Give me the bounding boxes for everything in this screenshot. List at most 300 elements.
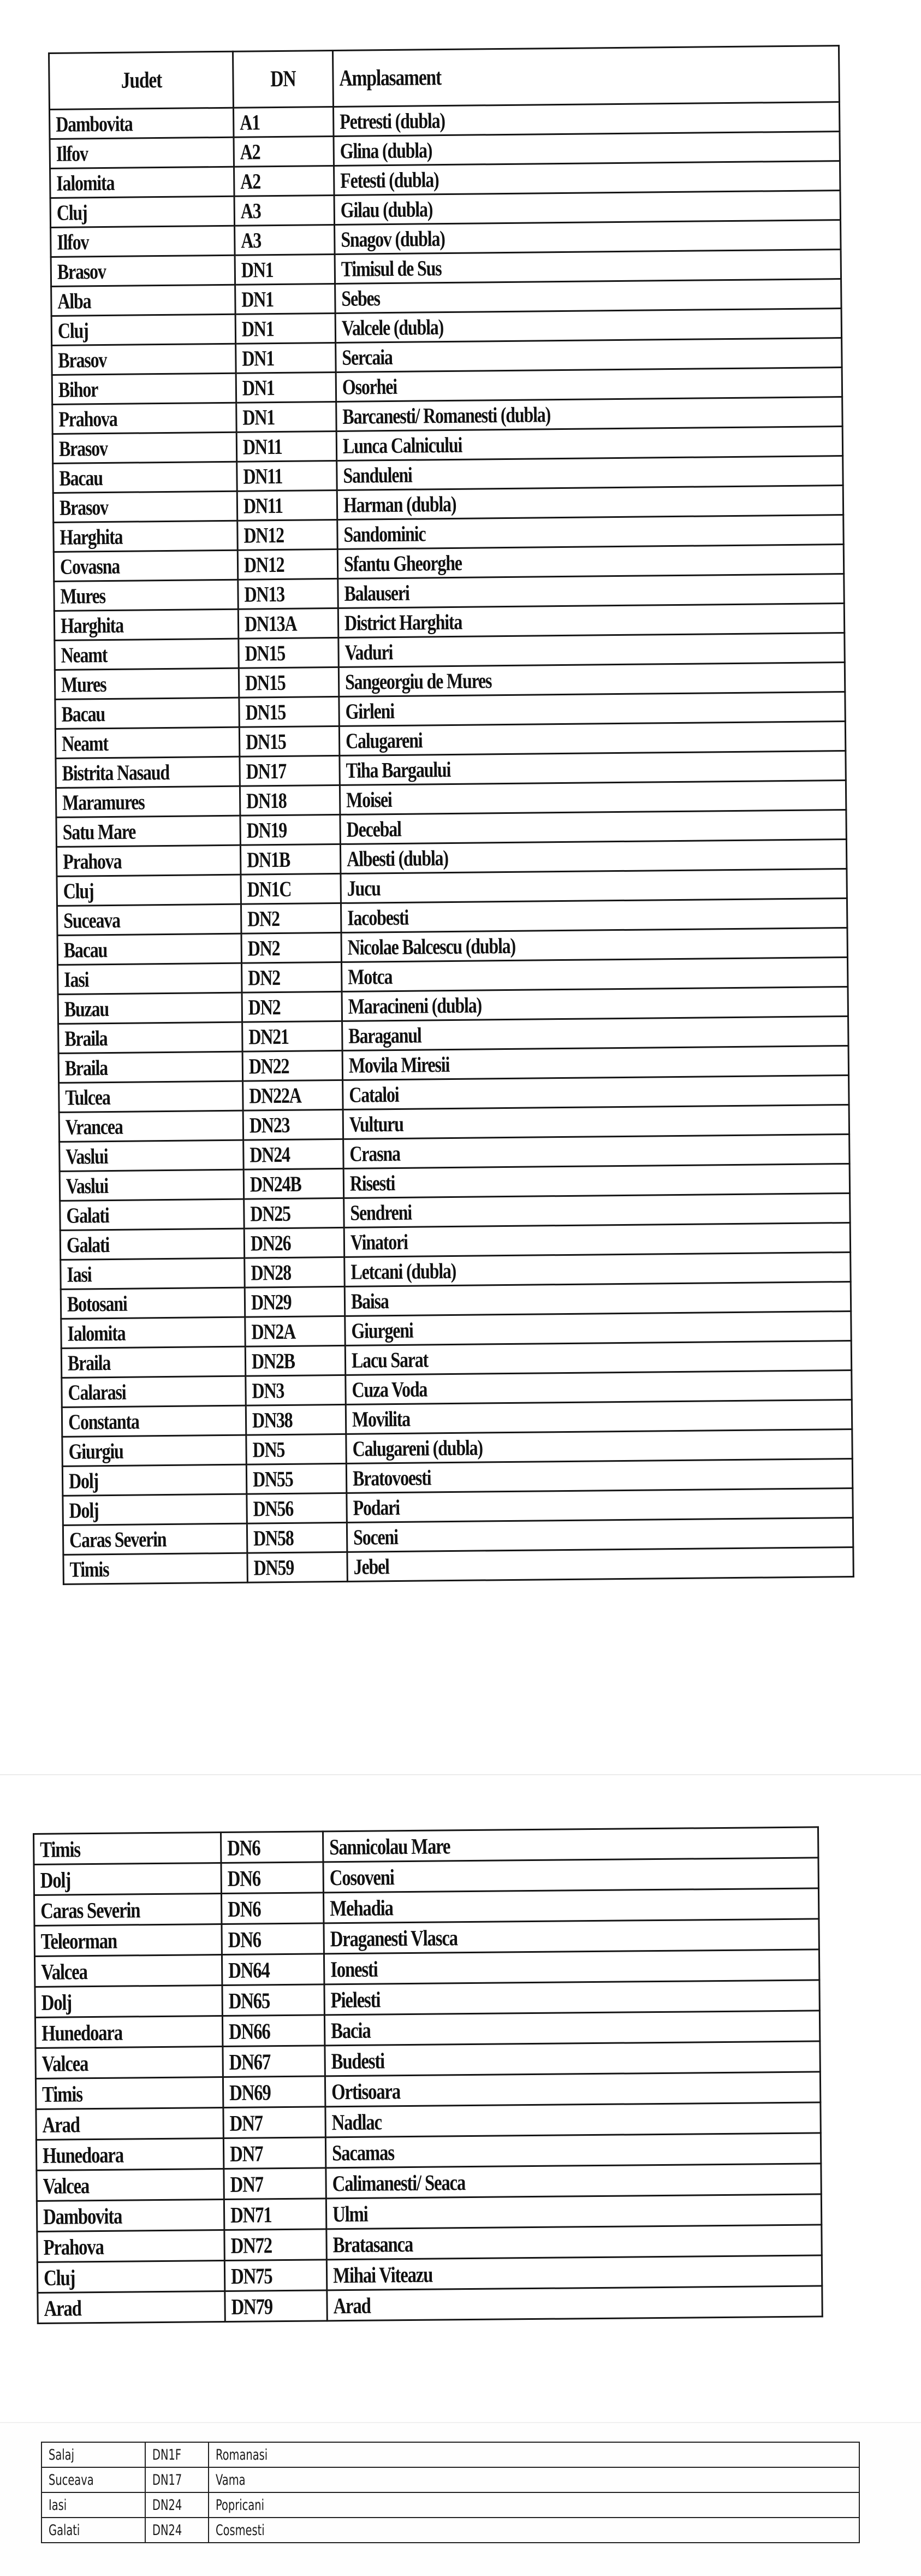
cell-amplasament <box>323 1827 818 1862</box>
cell-judet-text: Ilfov <box>57 229 89 255</box>
locations-table-3 <box>41 2442 860 2543</box>
cell-judet <box>41 2518 145 2543</box>
cell-dn <box>223 2107 325 2138</box>
cell-judet <box>56 757 240 788</box>
cell-judet-text: Cluj <box>43 2264 75 2290</box>
cell-amplasament-text: Maracineni (dubla) <box>348 992 482 1019</box>
cell-judet <box>50 137 234 168</box>
cell-judet <box>37 2169 224 2201</box>
cell-amplasament-text: Valcele (dubla) <box>341 315 444 340</box>
cell-judet <box>51 285 236 316</box>
cell-judet-text: Maramures <box>62 789 145 815</box>
cell-dn <box>246 1434 347 1464</box>
cell-judet <box>62 1405 246 1437</box>
cell-amplasament-text: Decebal <box>346 816 401 842</box>
cell-amplasament-text: Iacobesti <box>347 905 409 930</box>
cell-dn <box>246 1404 346 1435</box>
cell-judet <box>57 904 241 935</box>
cell-judet <box>34 1954 222 1987</box>
cell-judet <box>54 580 239 611</box>
cell-judet-text: Suceava <box>63 907 121 933</box>
cell-amplasament-text: Baraganul <box>348 1023 421 1048</box>
cell-amplasament-text: Letcani (dubla) <box>350 1258 456 1284</box>
cell-amplasament <box>343 1135 849 1169</box>
cell-amplasament <box>327 2286 822 2321</box>
cell-judet-text: Calarasi <box>68 1379 126 1405</box>
cell-amplasament-text: Popricani <box>216 2496 264 2514</box>
cell-judet-text: Prahova <box>58 406 117 432</box>
cell-amplasament <box>343 1105 849 1139</box>
cell-dn <box>246 1375 346 1405</box>
cell-dn <box>237 519 338 550</box>
cell-amplasament-text: Osorhei <box>342 374 397 399</box>
cell-dn <box>234 136 334 167</box>
cell-dn-text: DN2A <box>251 1319 296 1344</box>
cell-judet <box>56 845 241 876</box>
cell-amplasament <box>336 397 842 432</box>
cell-dn <box>243 1139 344 1169</box>
cell-amplasament-text: Sannicolau Mare <box>329 1833 450 1859</box>
cell-dn-text: DN11 <box>243 493 283 518</box>
cell-dn <box>236 372 336 403</box>
cell-dn-text: A2 <box>240 139 260 164</box>
cell-dn-text: DN7 <box>229 2110 263 2136</box>
cell-judet <box>58 1051 243 1083</box>
cell-dn <box>241 932 342 963</box>
cell-amplasament-text: Cuza Voda <box>352 1376 427 1402</box>
cell-judet-text: Neamt <box>61 642 108 667</box>
cell-amplasament-text: Lunca Calnicului <box>342 432 462 458</box>
cell-amplasament <box>338 574 844 608</box>
cell-amplasament <box>333 102 839 137</box>
cell-judet <box>63 1494 247 1525</box>
cell-dn <box>235 313 336 344</box>
cell-judet <box>50 196 235 227</box>
cell-dn-text: DN59 <box>253 1555 294 1580</box>
cell-amplasament-text: Petresti (dubla) <box>340 108 445 134</box>
cell-judet <box>59 1110 243 1142</box>
cell-dn-text: DN19 <box>246 817 287 843</box>
cell-judet-text: Covasna <box>60 553 120 579</box>
cell-amplasament <box>343 1164 849 1198</box>
cell-amplasament <box>337 486 843 520</box>
cell-dn-text: DN26 <box>250 1230 291 1256</box>
cell-judet <box>37 2260 224 2293</box>
cell-amplasament-text: Draganesti Vlasca <box>330 1924 458 1951</box>
cell-amplasament-text: Jucu <box>347 876 381 901</box>
cell-dn <box>247 1522 347 1553</box>
cell-judet <box>62 1464 247 1496</box>
cell-dn <box>243 1109 343 1140</box>
table-2-body <box>34 1827 823 2324</box>
cell-dn <box>241 873 341 904</box>
cell-dn-text: DN22 <box>248 1053 289 1079</box>
cell-amplasament-text: Crasna <box>349 1141 400 1166</box>
cell-dn <box>235 254 335 285</box>
cell-dn-text: DN11 <box>242 434 282 459</box>
cell-dn <box>239 667 339 698</box>
cell-judet <box>58 992 242 1024</box>
cell-dn-text: DN6 <box>228 1926 262 1952</box>
cell-judet <box>61 1287 245 1319</box>
table-1-body <box>50 102 854 1585</box>
cell-dn-text: DN58 <box>253 1525 294 1551</box>
cell-amplasament <box>326 2164 821 2199</box>
cell-judet <box>62 1435 247 1466</box>
cell-judet-text: Bacau <box>59 465 103 491</box>
cell-judet <box>53 491 237 522</box>
cell-amplasament-text: Movila Miresii <box>348 1052 450 1078</box>
cell-judet <box>52 432 237 463</box>
cell-amplasament-text: Giurgeni <box>351 1317 413 1343</box>
cell-judet-text: Arad <box>42 2111 80 2137</box>
cell-amplasament-text: Soceni <box>353 1524 399 1550</box>
cell-amplasament-text: Fetesti (dubla) <box>340 167 439 193</box>
cell-judet-text: Constanta <box>68 1409 139 1434</box>
cell-dn-text: DN1 <box>242 405 275 430</box>
cell-amplasament-text: Risesti <box>349 1170 395 1196</box>
cell-judet <box>55 668 239 699</box>
cell-amplasament <box>336 427 842 461</box>
cell-amplasament-text: Budesti <box>331 2047 385 2073</box>
cell-judet-text: Vrancea <box>65 1114 123 1139</box>
cell-judet <box>57 875 241 906</box>
cell-amplasament-text: Tiha Bargaului <box>346 757 451 783</box>
cell-dn-text: DN6 <box>228 1895 261 1922</box>
table-row <box>41 2467 859 2492</box>
cell-dn-text: DN18 <box>246 788 287 813</box>
cell-judet <box>36 2107 223 2140</box>
cell-amplasament-text: Sangeorgiu de Mures <box>344 668 492 694</box>
cell-judet-text: Harghita <box>60 524 123 550</box>
cell-dn-text: A1 <box>240 110 260 135</box>
cell-amplasament-text: Nicolae Balcescu (dubla) <box>347 933 516 960</box>
cell-dn <box>239 637 339 668</box>
cell-amplasament-text: Glina (dubla) <box>340 138 432 163</box>
cell-judet-text: Brasov <box>58 347 107 373</box>
cell-dn-text: DN5 <box>252 1437 285 1462</box>
cell-amplasament-text: Vulturu <box>349 1111 403 1137</box>
cell-amplasament <box>341 899 847 933</box>
cell-dn <box>239 696 340 727</box>
cell-dn-text: DN6 <box>227 1834 260 1860</box>
cell-dn <box>222 1984 324 2016</box>
cell-judet-text: Teleorman <box>40 1928 117 1954</box>
cell-judet-text: Hunedoara <box>41 2019 123 2046</box>
cell-judet <box>54 521 238 552</box>
cell-amplasament-text: Arad <box>333 2293 371 2318</box>
cell-dn <box>224 2168 326 2200</box>
cell-dn <box>237 490 337 521</box>
cell-judet <box>61 1258 245 1289</box>
cell-amplasament-text: Sercaia <box>342 344 393 370</box>
cell-judet <box>60 1199 245 1230</box>
cell-judet-text: Valcea <box>41 2050 88 2076</box>
cell-amplasament <box>344 1281 851 1316</box>
cell-dn <box>245 1286 345 1317</box>
cell-amplasament-text: Sandominic <box>343 521 426 547</box>
cell-judet-text: Suceava <box>49 2471 94 2489</box>
cell-judet-text: Dolj <box>69 1498 99 1523</box>
cell-amplasament <box>336 338 842 373</box>
cell-judet <box>35 2046 223 2078</box>
cell-dn <box>222 1954 324 1986</box>
cell-judet-text: Satu Mare <box>62 819 136 844</box>
cell-dn <box>245 1345 346 1376</box>
cell-dn-text: DN24B <box>249 1171 301 1197</box>
cell-judet <box>50 108 234 139</box>
cell-dn <box>235 224 335 255</box>
cell-amplasament-text: Harman (dubla) <box>343 491 456 517</box>
cell-judet-text: Brasov <box>57 259 106 284</box>
cell-dn-text: DN15 <box>245 670 286 695</box>
cell-judet <box>52 344 236 375</box>
cell-dn <box>237 460 337 491</box>
cell-amplasament <box>324 1919 819 1954</box>
cell-judet <box>52 403 237 434</box>
cell-dn-text: A3 <box>240 198 261 223</box>
cell-judet <box>55 639 239 670</box>
cell-amplasament-text: Mehadia <box>330 1894 393 1921</box>
cell-judet-text: Salaj <box>49 2446 74 2463</box>
cell-amplasament <box>325 2102 821 2137</box>
cell-judet <box>34 1863 221 1895</box>
cell-dn <box>246 1463 347 1494</box>
table-row <box>41 2492 859 2518</box>
cell-dn-text: DN56 <box>253 1496 294 1521</box>
cell-dn-text: DN25 <box>250 1201 291 1226</box>
cell-dn <box>242 991 342 1022</box>
cell-judet <box>61 1346 246 1378</box>
cell-judet <box>63 1523 247 1555</box>
cell-dn-text: DN2B <box>251 1348 295 1374</box>
cell-dn-text: DN2 <box>247 906 280 931</box>
cell-dn <box>224 2199 326 2230</box>
cell-judet <box>61 1317 246 1348</box>
cell-amplasament <box>335 279 841 314</box>
cell-amplasament <box>343 1076 849 1110</box>
cell-amplasament-text: Sebes <box>341 286 381 311</box>
cell-amplasament-text: Bratovoesti <box>352 1465 431 1491</box>
cell-amplasament-text: Lacu Sarat <box>351 1347 429 1373</box>
cell-dn <box>221 1831 323 1863</box>
cell-amplasament <box>324 1980 819 2015</box>
cell-judet-text: Neamt <box>61 731 108 756</box>
cell-judet-text: Timis <box>41 2081 82 2107</box>
cell-judet <box>56 816 241 847</box>
cell-judet <box>37 2230 224 2262</box>
cell-amplasament-text: Ortisoara <box>331 2078 401 2104</box>
cell-amplasament <box>324 1949 819 1984</box>
cell-judet <box>34 1832 221 1864</box>
cell-amplasament <box>338 633 845 667</box>
cell-judet-text: Caras Severin <box>69 1527 167 1552</box>
cell-dn-text: DN2 <box>248 965 281 990</box>
cell-amplasament <box>344 1252 851 1286</box>
cell-amplasament <box>334 132 840 166</box>
cell-dn-text: DN17 <box>152 2471 182 2489</box>
cell-judet <box>60 1169 244 1201</box>
cell-dn <box>223 2046 325 2077</box>
cell-amplasament <box>335 220 841 255</box>
cell-judet <box>58 1022 243 1053</box>
cell-dn-text: DN24 <box>152 2496 182 2514</box>
header-amplasament: Amplasament <box>332 46 839 107</box>
cell-judet-text: Ialomita <box>56 170 115 196</box>
cell-dn-text: DN24 <box>152 2521 182 2539</box>
cell-judet-text: Vaslui <box>66 1144 108 1169</box>
cell-judet-text: Tulcea <box>65 1084 110 1110</box>
cell-amplasament-text: Vama <box>216 2471 246 2489</box>
table-row <box>41 2442 859 2467</box>
cell-judet-text: Bacau <box>63 937 108 962</box>
cell-amplasament <box>326 2255 822 2290</box>
cell-dn <box>237 549 338 580</box>
cell-judet-text: Galati <box>66 1232 110 1257</box>
cell-amplasament-text: Sanduleni <box>343 462 412 488</box>
cell-judet-text: Ialomita <box>67 1320 126 1346</box>
cell-dn <box>244 1198 344 1228</box>
cell-judet-text: Dolj <box>68 1468 99 1493</box>
cell-amplasament <box>337 456 843 491</box>
cell-amplasament <box>335 309 841 343</box>
cell-judet <box>36 2138 223 2170</box>
cell-dn-text: DN3 <box>252 1378 284 1403</box>
cell-judet-text: Braila <box>64 1026 108 1051</box>
cell-judet <box>51 226 235 257</box>
cell-dn <box>242 1021 343 1051</box>
cell-judet <box>58 963 242 994</box>
cell-judet-text: Valcea <box>41 1958 87 1984</box>
cell-judet-text: Arad <box>44 2295 81 2321</box>
cell-dn-text: DN15 <box>245 699 286 725</box>
cell-amplasament-text: Snagov (dubla) <box>341 226 445 252</box>
cell-judet <box>63 1553 248 1584</box>
cell-dn <box>240 755 340 786</box>
cell-dn <box>145 2518 209 2543</box>
cell-dn <box>240 814 341 845</box>
cell-amplasament <box>323 1858 818 1893</box>
cell-amplasament-text: Vinatori <box>350 1229 408 1255</box>
cell-judet <box>51 314 236 345</box>
cell-dn-text: DN12 <box>243 552 284 577</box>
cell-amplasament-text: Sfantu Gheorghe <box>343 550 462 576</box>
cell-dn-text: A3 <box>241 228 262 253</box>
locations-table-1 <box>48 45 854 1585</box>
cell-judet-text: Valcea <box>43 2172 90 2199</box>
cell-judet <box>53 462 237 493</box>
cell-dn-text: DN17 <box>246 758 287 784</box>
cell-judet <box>35 1985 222 2017</box>
cell-judet-text: Cluj <box>63 878 94 903</box>
cell-dn-text: DN7 <box>229 2140 263 2166</box>
cell-amplasament <box>338 604 844 638</box>
cell-dn-text: DN13 <box>244 581 285 607</box>
cell-amplasament <box>324 2011 819 2046</box>
cell-dn-text: DN1B <box>246 847 290 872</box>
cell-dn-text: DN28 <box>251 1260 292 1285</box>
cell-dn-text: DN6 <box>227 1865 261 1891</box>
cell-amplasament-text: Romanasi <box>216 2446 268 2463</box>
cell-judet <box>52 373 236 404</box>
header-judet: Judet <box>49 51 234 109</box>
cell-dn-text: A2 <box>240 169 261 194</box>
cell-amplasament <box>347 1547 853 1581</box>
cell-dn <box>236 401 337 432</box>
cell-amplasament-text: Balauseri <box>344 580 409 606</box>
cell-judet-text: Galati <box>66 1203 109 1228</box>
cell-judet-text: Iasi <box>67 1262 92 1287</box>
cell-amplasament <box>342 987 848 1021</box>
cell-amplasament <box>323 1888 818 1923</box>
cell-judet <box>50 167 235 198</box>
cell-dn <box>243 1080 343 1110</box>
cell-amplasament-text: Sendreni <box>350 1200 412 1225</box>
cell-dn <box>234 166 335 196</box>
cell-judet <box>38 2291 225 2323</box>
cell-dn-text: DN71 <box>230 2201 272 2228</box>
cell-dn-text: DN64 <box>228 1957 270 1983</box>
cell-amplasament-text: Cataloi <box>349 1082 399 1107</box>
cell-dn-text: DN2 <box>248 994 281 1020</box>
cell-judet-text: Bacau <box>61 701 105 726</box>
cell-amplasament <box>342 1017 848 1051</box>
table-header-row <box>49 46 840 110</box>
cell-judet-text: Bihor <box>58 377 98 402</box>
cell-judet-text: Ilfov <box>56 141 88 166</box>
cell-dn <box>222 2015 324 2047</box>
cell-amplasament-text: Timisul de Sus <box>341 256 442 281</box>
cell-amplasament-text: Calugareni <box>345 728 423 753</box>
cell-judet-text: Timis <box>40 1836 81 1862</box>
cell-dn-text: DN12 <box>243 522 284 548</box>
cell-judet-text: Galati <box>49 2521 80 2539</box>
cell-judet <box>51 255 235 286</box>
cell-amplasament-text: Nadlac <box>331 2108 382 2135</box>
cell-amplasament <box>339 722 845 756</box>
header-dn: DN <box>233 50 333 108</box>
cell-judet <box>41 2442 145 2467</box>
cell-amplasament-text: Cosoveni <box>329 1864 394 1890</box>
cell-amplasament <box>347 1488 853 1522</box>
cell-dn-text: DN1 <box>241 257 274 282</box>
cell-amplasament <box>335 250 841 284</box>
table-row <box>38 2286 822 2324</box>
cell-amplasament <box>346 1429 852 1463</box>
cell-dn <box>238 578 338 609</box>
cell-judet <box>59 1081 243 1112</box>
cell-dn <box>224 2229 326 2261</box>
cell-judet <box>55 727 240 758</box>
cell-judet-text: Iasi <box>49 2496 67 2514</box>
cell-dn-text: DN38 <box>252 1407 293 1433</box>
cell-dn <box>236 342 336 373</box>
cell-amplasament-text: Moisei <box>346 787 392 812</box>
cell-dn-text: DN67 <box>229 2048 271 2075</box>
cell-dn-text: DN1 <box>241 287 274 312</box>
cell-judet-text: Prahova <box>63 848 122 874</box>
cell-amplasament <box>342 958 848 992</box>
cell-amplasament <box>344 1193 850 1227</box>
cell-amplasament-text: Barcanesti/ Romanesti (dubla) <box>342 402 551 429</box>
cell-amplasament-text: Albesti (dubla) <box>346 846 449 871</box>
cell-dn <box>244 1227 344 1258</box>
cell-dn <box>235 283 336 314</box>
cell-amplasament <box>325 2072 820 2107</box>
cell-amplasament <box>209 2518 859 2543</box>
table-row <box>41 2518 859 2543</box>
cell-dn <box>223 2076 325 2108</box>
